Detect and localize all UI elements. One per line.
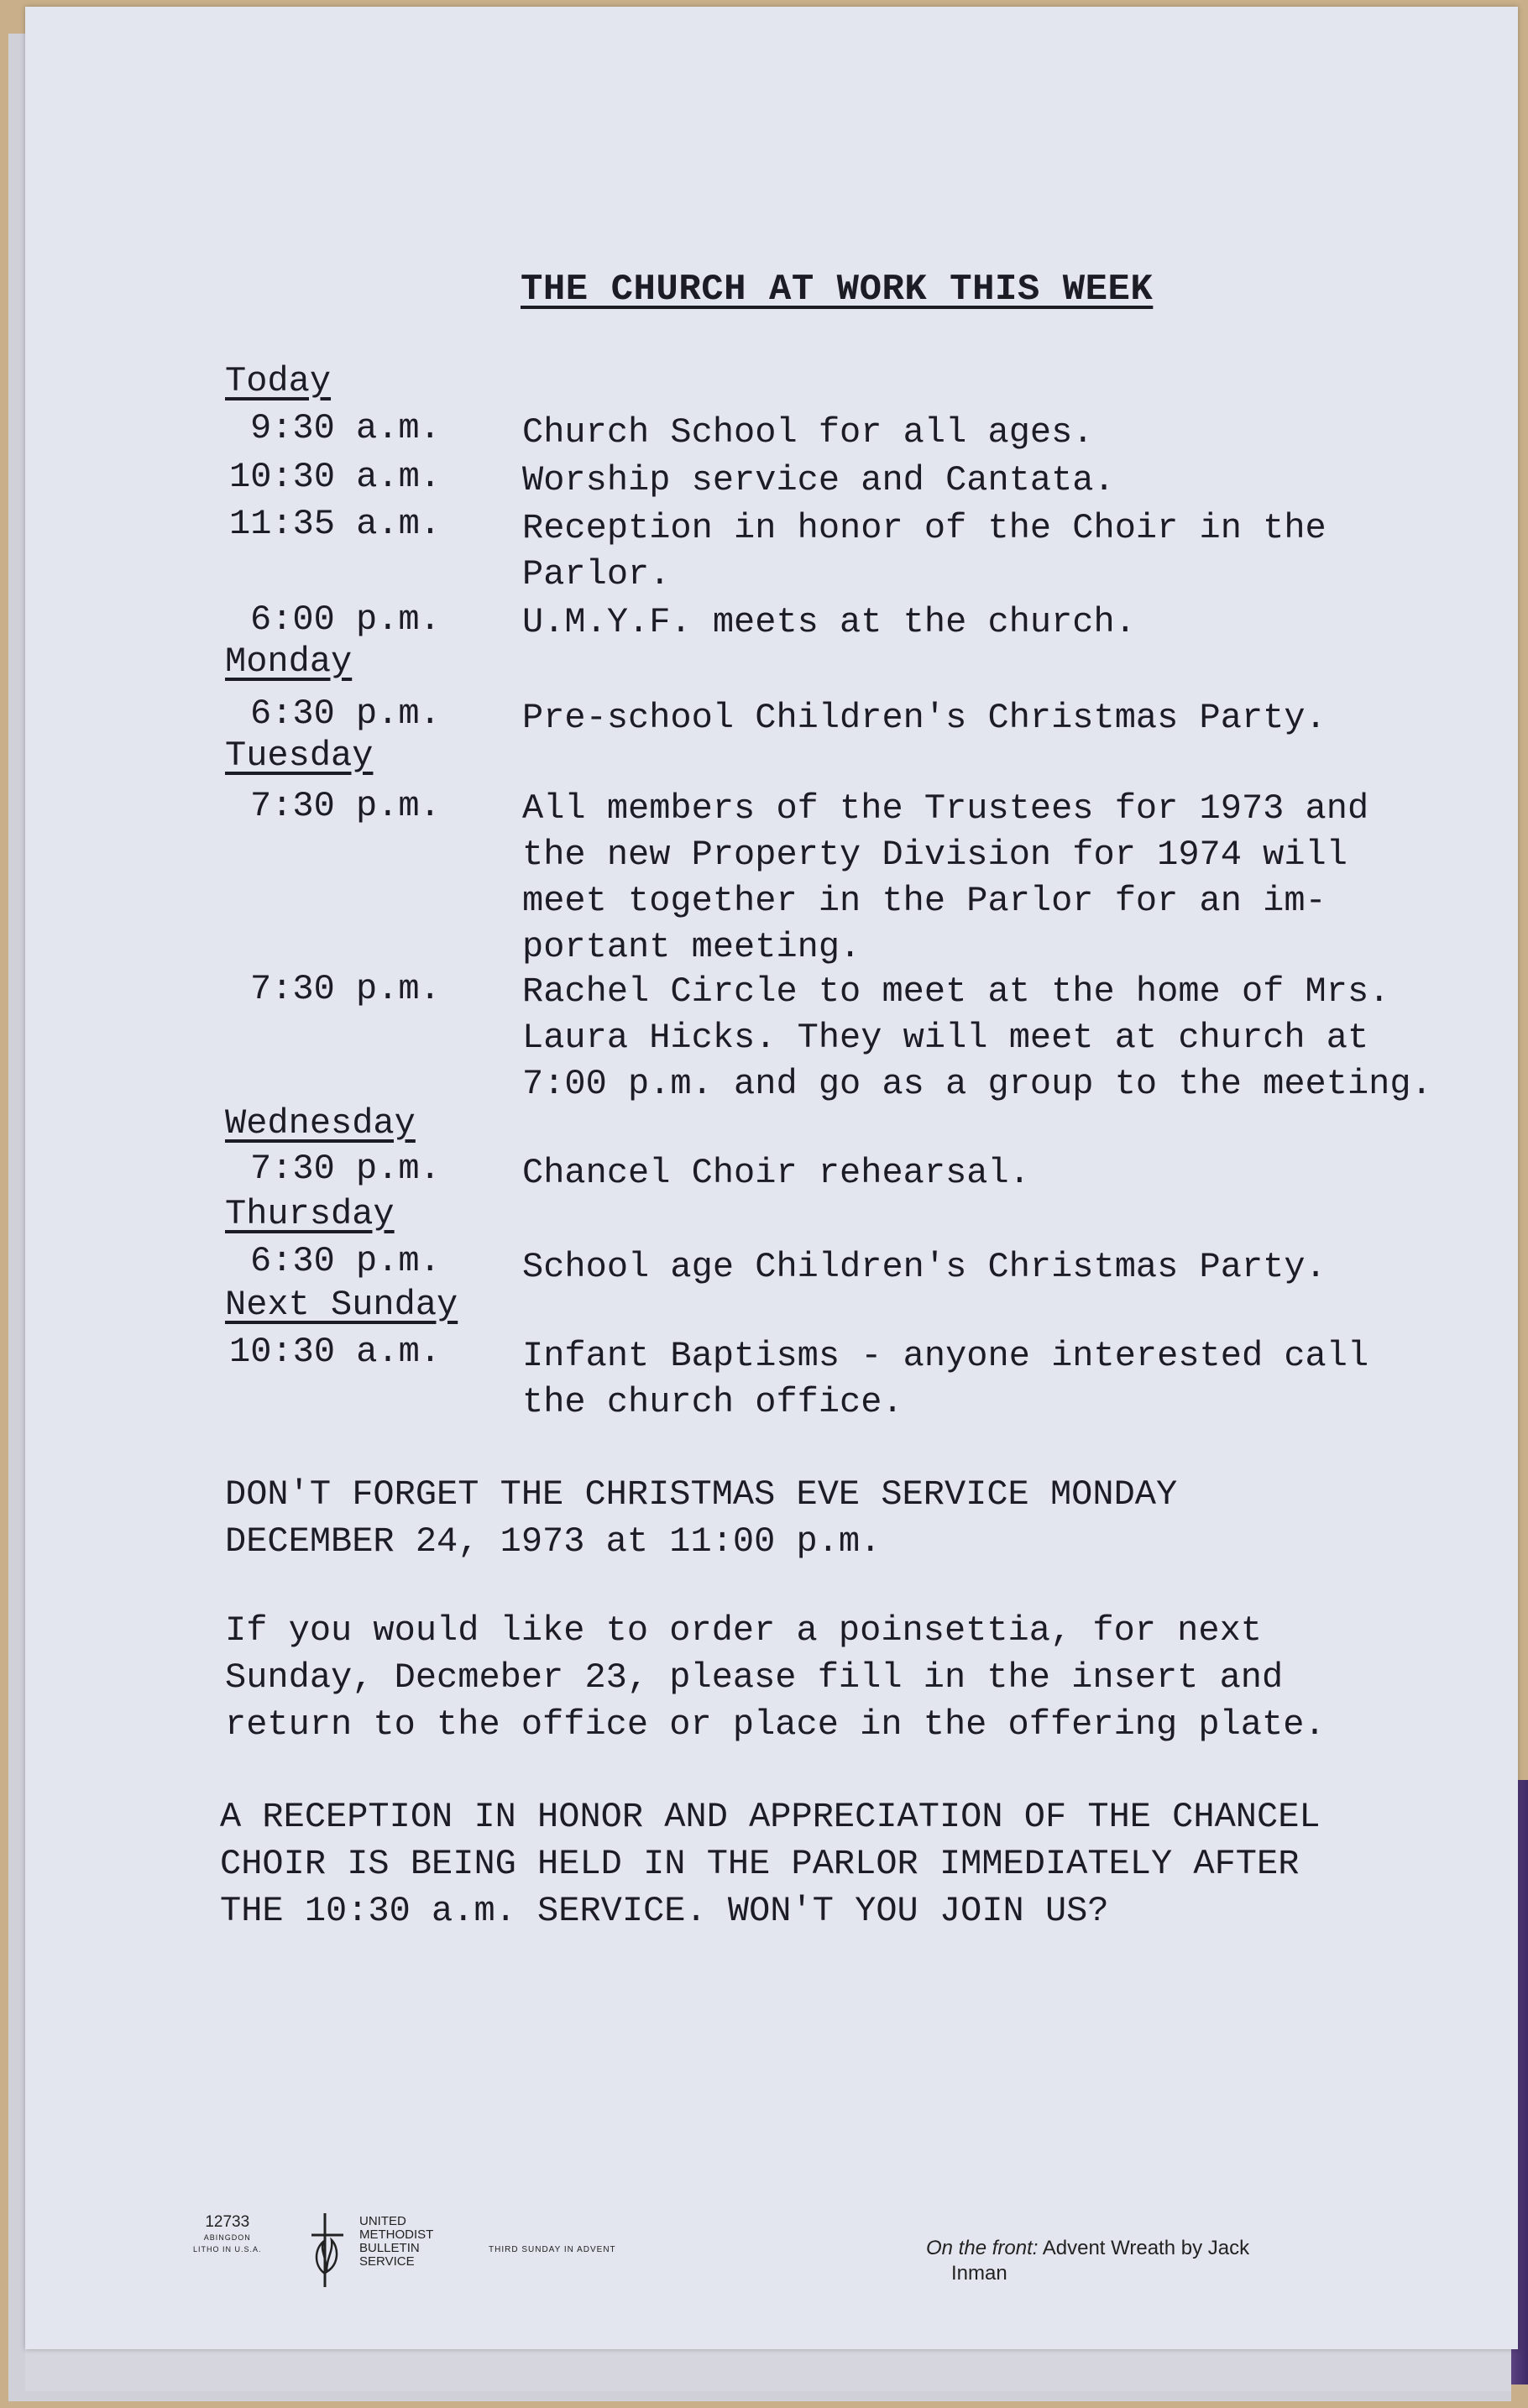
event-time: 6:00 p.m. [250, 599, 441, 640]
event-description: Church School for all ages. [522, 412, 1094, 453]
event-time: 10:30 a.m. [229, 1332, 442, 1372]
page-title: THE CHURCH AT WORK THIS WEEK [521, 269, 1154, 311]
event-time: 9:30 a.m. [250, 408, 441, 448]
christmas-eve-notice: DON'T FORGET THE CHRISTMAS EVE SERVICE MONDAY DECEMBER 24, 1973 at 11:00 p.m. [225, 1474, 1178, 1562]
event-description: Infant Baptisms - anyone interested call the church office. [522, 1336, 1369, 1422]
cross-and-flame-icon [306, 2206, 353, 2290]
event-time: 6:30 p.m. [250, 694, 441, 734]
event-time: 11:35 a.m. [229, 504, 442, 544]
liturgical-sunday-label: THIRD SUNDAY IN ADVENT [489, 2245, 616, 2254]
day-heading-monday: Monday [225, 641, 353, 682]
day-heading-next-sunday: Next Sunday [225, 1285, 458, 1325]
day-heading-today: Today [225, 361, 332, 401]
event-description: Pre-school Children's Christmas Party. [522, 698, 1327, 738]
catalog-number: 12733 [205, 2213, 250, 2231]
litho-note: LITHO IN U.S.A. [193, 2245, 262, 2254]
event-description: Chancel Choir rehearsal. [522, 1153, 1030, 1193]
cover-credit-name: Inman [951, 2262, 1007, 2285]
publisher-name: ABINGDON [203, 2233, 251, 2242]
bulletin-content [25, 7, 1518, 2349]
event-description: U.M.Y.F. meets at the church. [522, 602, 1136, 642]
cover-credit-label: On the front: [926, 2237, 1039, 2259]
bulletin-page [25, 7, 1518, 2349]
poinsettia-notice: If you would like to order a poinsettia, for next Sunday, Decmeber 23, please fill in the insert and return to the office or place in the offering plate. [225, 1610, 1326, 1745]
event-description: Rachel Circle to meet at the home of Mrs. Laura Hicks. They will meet at church at 7:00 p.m. and go as a group to the meeting. [522, 971, 1432, 1104]
cover-credit-text: Advent Wreath by Jack [1042, 2237, 1250, 2259]
event-description: Worship service and Cantata. [522, 460, 1115, 500]
event-time: 7:30 p.m. [250, 969, 441, 1009]
day-heading-tuesday: Tuesday [225, 735, 374, 776]
event-description: Reception in honor of the Choir in the Parlor. [522, 508, 1327, 594]
day-heading-thursday: Thursday [225, 1194, 395, 1234]
event-time: 6:30 p.m. [250, 1241, 441, 1281]
bottom-paper-strip [25, 2349, 1511, 2391]
catalog-number-block [193, 2213, 262, 2255]
event-time: 7:30 p.m. [250, 786, 441, 826]
day-heading-wednesday: Wednesday [225, 1103, 416, 1144]
event-time: 7:30 p.m. [250, 1149, 441, 1189]
reception-notice: A RECEPTION IN HONOR AND APPRECIATION OF THE CHANCEL CHOIR IS BEING HELD IN THE PARLOR IMMEDIATELY AFTER THE 10:30 a.m. SERVICE. WON'T YOU JOIN US? [220, 1797, 1321, 1931]
event-description: All members of the Trustees for 1973 and the new Property Division for 1974 will meet together in the Parlor for an im- portant meeting. [522, 788, 1369, 967]
event-time: 10:30 a.m. [229, 457, 442, 497]
bulletin-service-label: UNITED METHODIST BULLETIN SERVICE [359, 2214, 434, 2269]
cover-credit [926, 2236, 1379, 2286]
event-description: School age Children's Christmas Party. [522, 1247, 1327, 1287]
